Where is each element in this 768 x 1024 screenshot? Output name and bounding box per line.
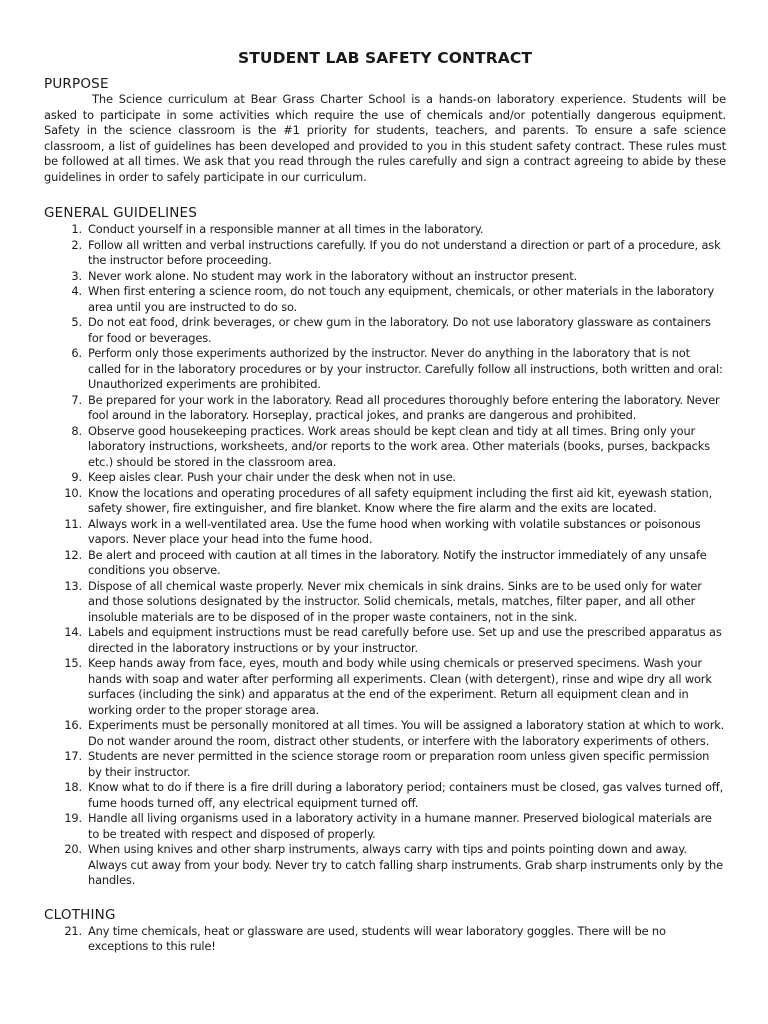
item-number: 14. bbox=[64, 625, 82, 639]
purpose-section bbox=[44, 76, 726, 185]
clothing-heading: CLOTHING bbox=[44, 906, 116, 923]
purpose-heading: PURPOSE bbox=[44, 76, 109, 92]
item-number: 4. bbox=[71, 284, 82, 298]
item-text: Labels and equipment instructions must be read carefully before use. Set up and use the prescribed apparatus as directed in the laboratory instructions or by your instructor. bbox=[88, 625, 722, 655]
item-number: 11. bbox=[64, 516, 82, 531]
item-text: Observe good housekeeping practices. Work areas should be kept clean and tidy at all times. Bring only your laboratory instructions, worksheets, and/or reports to the work area. Other materials (books, purses, backpacks etc.) should be stored in the classroom area. bbox=[88, 423, 711, 469]
item-number: 20. bbox=[64, 842, 82, 856]
item-text: Experiments must be personally monitored at all times. You will be assigned a laboratory station at which to work. Do not wander around the room, distract other students, or interfere with the laboratory experiments of others. bbox=[88, 718, 725, 748]
general-guidelines-list bbox=[44, 222, 726, 889]
list-item bbox=[44, 470, 726, 486]
general-guidelines-heading: GENERAL GUIDELINES bbox=[44, 205, 198, 221]
list-item bbox=[44, 517, 726, 548]
list-item bbox=[44, 780, 726, 811]
item-number: 10. bbox=[64, 485, 82, 500]
clothing-section bbox=[44, 907, 726, 955]
item-number: 12. bbox=[64, 547, 82, 562]
list-item bbox=[44, 238, 726, 269]
list-item bbox=[44, 284, 726, 315]
item-text: Never work alone. No student may work in the laboratory without an instructor present. bbox=[88, 268, 578, 283]
item-number: 3. bbox=[71, 268, 82, 283]
item-number: 1. bbox=[71, 222, 82, 236]
item-text: Be alert and proceed with caution at all times in the laboratory. Notify the instructor immediately of any unsafe conditions you observe. bbox=[88, 547, 707, 577]
item-number: 19. bbox=[64, 811, 82, 825]
list-item bbox=[44, 486, 726, 517]
item-text: When first entering a science room, do not touch any equipment, chemicals, or other materials in the laboratory area until you are instructed to do so. bbox=[88, 284, 715, 314]
item-number: 16. bbox=[64, 718, 82, 732]
item-text: Be prepared for your work in the laboratory. Read all procedures thoroughly before entering the laboratory. Never fool around in the laboratory. Horseplay, practical jokes, and pranks are dangerous and prohibited. bbox=[88, 392, 720, 422]
item-number: 17. bbox=[64, 749, 82, 763]
item-number: 5. bbox=[71, 315, 82, 329]
item-text: Always work in a well-ventilated area. Use the fume hood when working with volatile substances or poisonous vapors. Never place your head into the fume hood. bbox=[88, 516, 701, 546]
list-item bbox=[44, 393, 726, 424]
list-item bbox=[44, 625, 726, 656]
list-item bbox=[44, 842, 726, 889]
item-number: 9. bbox=[71, 470, 82, 484]
item-text: Dispose of all chemical waste properly. Never mix chemicals in sink drains. Sinks are to be used only for water and those solutions designated by the instructor. Solid chemicals, metals, matches, filter paper, and all other insoluble materials are to be disposed of in the proper waste containers, not in the sink. bbox=[88, 578, 702, 624]
item-text: Follow all written and verbal instructions carefully. If you do not understand a direction or part of a procedure, ask the instructor before proceeding. bbox=[88, 237, 721, 267]
item-text: Keep aisles clear. Push your chair under the desk when not in use. bbox=[88, 470, 456, 484]
clothing-list bbox=[44, 924, 726, 955]
document-title: STUDENT LAB SAFETY CONTRACT bbox=[237, 49, 532, 67]
list-item bbox=[44, 424, 726, 471]
list-item bbox=[44, 548, 726, 579]
item-text: Know what to do if there is a fire drill during a laboratory period; containers must be closed, gas valves turned off, fume hoods turned off, any electrical equipment turned off. bbox=[88, 780, 724, 810]
list-item bbox=[44, 811, 726, 842]
list-item bbox=[44, 718, 726, 749]
item-text: Perform only those experiments authorized by the instructor. Never do anything in the laboratory that is not called for in the laboratory procedures or by your instructor. Carefully follow all instructions, both written and oral: Unauthorized experiments are prohibited. bbox=[88, 346, 723, 391]
list-item bbox=[44, 222, 726, 238]
item-text: Any time chemicals, heat or glassware are used, students will wear laboratory goggles. There will be no exceptions to this rule! bbox=[88, 923, 666, 953]
list-item bbox=[44, 749, 726, 780]
list-item bbox=[44, 346, 726, 393]
item-text: Do not eat food, drink beverages, or chew gum in the laboratory. Do not use laboratory glassware as containers for food or beverages. bbox=[88, 315, 711, 345]
item-number: 13. bbox=[64, 578, 82, 593]
document-page bbox=[44, 48, 726, 955]
general-guidelines-section bbox=[44, 205, 726, 889]
item-number: 18. bbox=[64, 780, 82, 794]
item-number: 21. bbox=[64, 923, 82, 938]
list-item bbox=[44, 656, 726, 718]
item-number: 8. bbox=[71, 423, 82, 438]
item-text: Conduct yourself in a responsible manner at all times in the laboratory. bbox=[88, 222, 484, 236]
item-number: 15. bbox=[64, 656, 82, 670]
item-number: 6. bbox=[71, 346, 82, 360]
purpose-paragraph: The Science curriculum at Bear Grass Charter School is a hands-on laboratory experience. Students will be asked to participate in some activities which require the use of chemicals and/or potentially dangerous equipment. Safety in the science classroom is the #1 priority for students, teachers, and parents. To ensure a safe science classroom, a list of guidelines has been developed and provided to you in this student safety contract. These rules must be followed at all times. We ask that you read through the rules carefully and sign a contract agreeing to abide by these guidelines in order to safely participate in our curriculum. bbox=[44, 92, 726, 184]
item-text: Keep hands away from face, eyes, mouth and body while using chemicals or preserved specimens. Wash your hands with soap and water after performing all experiments. Clean (with detergent), rinse and wipe dry all work surfaces (including the sink) and apparatus at the end of the experiment. Return all equipment clean and in working order to the proper storage area. bbox=[88, 656, 712, 717]
item-text: Students are never permitted in the science storage room or preparation room unless given specific permission by their instructor. bbox=[88, 749, 710, 779]
item-text: When using knives and other sharp instruments, always carry with tips and points pointing down and away. Always cut away from your body. Never try to catch falling sharp instruments. Grab sharp instruments only by the handles. bbox=[88, 842, 723, 887]
item-text: Handle all living organisms used in a laboratory activity in a humane manner. Preserved biological materials are to be treated with respect and disposed of properly. bbox=[88, 811, 712, 841]
item-number: 2. bbox=[71, 237, 82, 252]
list-item bbox=[44, 315, 726, 346]
list-item bbox=[44, 924, 726, 955]
item-number: 7. bbox=[71, 392, 82, 407]
list-item bbox=[44, 579, 726, 626]
item-text: Know the locations and operating procedures of all safety equipment including the first aid kit, eyewash station, safety shower, fire extinguisher, and fire blanket. Know where the fire alarm and the exits are located. bbox=[88, 485, 713, 515]
list-item bbox=[44, 269, 726, 285]
